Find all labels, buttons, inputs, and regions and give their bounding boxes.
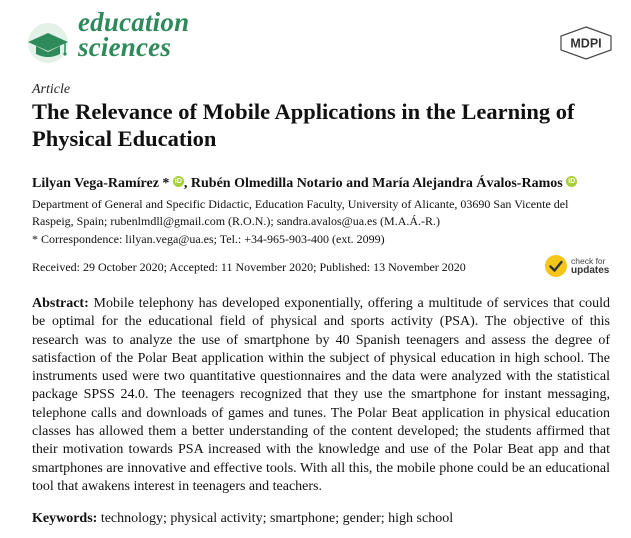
publisher-name: MDPI xyxy=(570,36,602,51)
orcid-icon[interactable]: iD xyxy=(568,178,576,185)
corresponding-mark: * xyxy=(162,176,170,191)
correspondence xyxy=(32,232,385,247)
check-for-updates-button[interactable] xyxy=(544,254,609,278)
abstract xyxy=(32,295,610,496)
publication-dates: Received: 29 October 2020; Accepted: 11 November 2020; Published: 13 November 2020 xyxy=(32,260,466,274)
author-separator: , xyxy=(183,176,188,191)
check-updates-label xyxy=(571,256,609,276)
graduation-cap-icon xyxy=(24,22,72,64)
author-list xyxy=(32,176,577,192)
check-updates-line2: updates xyxy=(571,265,610,276)
author-name[interactable]: Lilyan Vega-Ramírez xyxy=(32,176,159,191)
orcid-icon[interactable]: iD xyxy=(174,178,182,185)
keywords-text: technology; physical activity; smartphone; gender; high school xyxy=(100,511,454,526)
journal-name[interactable] xyxy=(78,7,190,62)
check-updates-line1: check for xyxy=(571,256,606,266)
journal-name-line2: sciences xyxy=(78,32,172,62)
author-name[interactable]: Rubén Olmedilla Notario xyxy=(190,176,343,191)
correspondence-mark: * xyxy=(32,232,38,246)
keywords xyxy=(32,511,453,527)
author-conjunction: and xyxy=(346,176,369,191)
keywords-label: Keywords: xyxy=(32,511,98,526)
abstract-text: Mobile telephony has developed exponentially, offering a multitude of services that could be optimal for the educational field of physical and sports activity (PSA). The objective of this research was to analyze the use of smartphone by 40 Spanish teenagers and assess the degree of satisfaction of the Polar Beat application within the subject of physical education in high school. The instruments used were two quantitative questionnaires and the data were analyzed with the statistical package SPSS 24.0. The teenagers recognized that they use the smartphone for instant messaging, telephone calls and downloads of games and tunes. The Polar Beat application in physical education classes has allowed them a better understanding of the content developed; the students affirmed that their motivation towards PSA increased with the knowledge and use of the Polar Beat app and that smartphones are innovative and effective tools. With all this, the mobile phone could be an educational tool that awakens interest in teenagers and teachers. xyxy=(32,296,611,494)
mdpi-logo-icon xyxy=(559,26,613,60)
mdpi-logo[interactable] xyxy=(559,26,613,65)
author-name[interactable]: María Alejandra Ávalos-Ramos xyxy=(372,176,563,191)
article-type: Article xyxy=(32,82,71,97)
journal-header xyxy=(24,7,190,64)
journal-name-line1: education xyxy=(78,7,190,37)
abstract-label: Abstract: xyxy=(32,296,89,311)
affiliation: Department of General and Specific Didactic, Education Faculty, University of Alicante, 03690 San Vicente del Raspeig, Spain; rubenlmdll@gmail.com (R.O.N.); sandra.avalos@ua.es (M.A.Á.-R.) xyxy=(32,197,569,228)
check-badge-icon xyxy=(544,254,568,278)
correspondence-text: Correspondence: lilyan.vega@ua.es; Tel.: +34-965-903-400 (ext. 2099) xyxy=(41,232,385,246)
article-title: The Relevance of Mobile Applications in the Learning of Physical Education xyxy=(32,99,575,151)
